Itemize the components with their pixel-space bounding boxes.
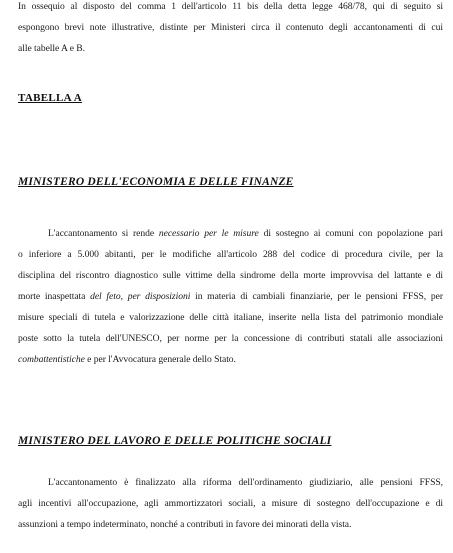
ministero-economia-heading: MINISTERO DELL'ECONOMIA E DELLE FINANZE (18, 176, 294, 188)
economia-text-segment: in materia di cambiali finanziarie, per le pensioni FFSS, per (190, 291, 443, 302)
economia-text-segment: e per l'Avvocatura generale dello Stato. (84, 354, 236, 365)
economia-paragraph-line-6: poste sotto la tutela dell'UNESCO, per norme per la concessione di contributi statali alle associazioni (18, 333, 443, 344)
economia-text-segment: L'accantonamento si rende (48, 228, 159, 239)
economia-text-segment: di sostegno ai comuni con popolazione pari (258, 228, 443, 239)
economia-italic-segment: necessario per le misure (158, 228, 259, 239)
economia-text-segment: morte inaspettata (18, 291, 91, 302)
lavoro-paragraph-line-2: agli incentivi all'occupazione, agli ammortizzatori sociali, a misure di sostegno dell'occupazione e di (18, 498, 443, 509)
economia-paragraph-line-1 (48, 228, 443, 240)
tabella-a-heading: TABELLA A (18, 92, 82, 104)
economia-paragraph-line-3: disciplina del riscontro diagnostico sulle vittime della sindrome della morte improvvisa del lattante e di (18, 270, 443, 281)
intro-line-3: alle tabelle A e B. (18, 43, 85, 54)
lavoro-paragraph-line-1: L'accantonamento è finalizzato alla riforma dell'ordinamento giudiziario, alle pensioni FFSS, (48, 477, 443, 488)
ministero-lavoro-heading: MINISTERO DEL LAVORO E DELLE POLITICHE SOCIALI (18, 435, 332, 447)
economia-paragraph-line-2: o inferiore a 5.000 abitanti, per le modifiche all'articolo 288 del codice di procedura civile, per la (18, 249, 443, 260)
economia-italic-segment: combattentistiche (18, 354, 85, 365)
intro-line-1: In ossequio al disposto del comma 1 dell'articolo 11 bis della detta legge 468/78, qui di seguito si (18, 1, 443, 12)
economia-paragraph-line-7 (18, 354, 443, 366)
economia-paragraph-line-5: misure speciali di tutela e valorizzazione delle città italiane, inserite nella lista del patrimonio mondiale (18, 312, 443, 323)
intro-line-2: espongono brevi note illustrative, distinte per Ministeri circa il contenuto degli accantonamenti di cui (18, 22, 443, 33)
economia-italic-segment: del feto, per disposizioni (90, 291, 191, 302)
lavoro-paragraph-line-3: assunzioni a tempo indeterminato, nonché a contributi in favore dei minorati della vista. (18, 519, 352, 530)
economia-paragraph-line-4 (18, 291, 443, 303)
